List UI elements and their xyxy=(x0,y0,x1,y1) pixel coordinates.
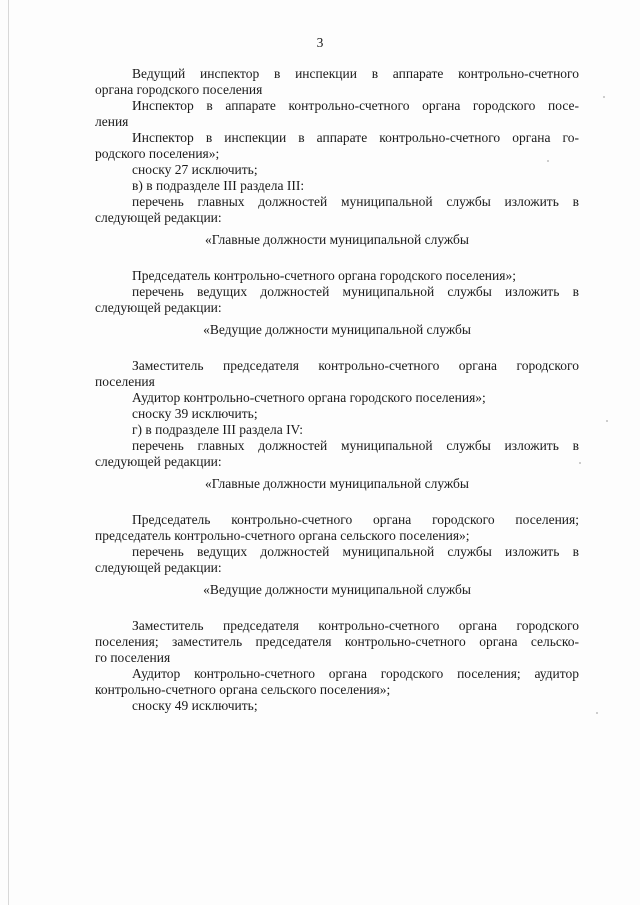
text-line: перечень ведущих должностей муниципальной службы изложить в xyxy=(132,544,579,559)
scan-speck xyxy=(603,96,605,98)
text-line: поселения; заместитель председателя контрольно-счетного органа сельско- xyxy=(95,634,579,649)
text-line: контрольно-счетного органа сельского поселения»; xyxy=(95,682,391,697)
text-line: следующей редакции: xyxy=(95,560,222,575)
text-line: органа городского поселения xyxy=(95,82,263,97)
text-line: Председатель контрольно-счетного органа городского поселения»; xyxy=(132,268,516,283)
text-line: Инспектор в инспекции в аппарате контрольно-счетного органа го- xyxy=(132,130,579,145)
text-line: следующей редакции: xyxy=(95,210,222,225)
text-line: перечень ведущих должностей муниципальной службы изложить в xyxy=(132,284,579,299)
text-line: Ведущий инспектор в инспекции в аппарате контрольно-счетного xyxy=(132,66,579,81)
page-edge-shadow xyxy=(8,0,9,905)
text-line: поселения xyxy=(95,374,155,389)
page-number: 3 xyxy=(316,35,324,50)
text-line: Председатель контрольно-счетного органа городского поселения; xyxy=(132,512,579,527)
text-line: следующей редакции: xyxy=(95,454,222,469)
text-line: сноску 27 исключить; xyxy=(132,162,258,177)
text-line: родского поселения»; xyxy=(95,146,220,161)
text-line: в) в подразделе III раздела III: xyxy=(132,178,305,193)
section-heading: «Ведущие должности муниципальной службы xyxy=(203,322,471,337)
text-line: сноску 49 исключить; xyxy=(132,698,258,713)
text-line: следующей редакции: xyxy=(95,300,222,315)
text-line: перечень главных должностей муниципальной службы изложить в xyxy=(132,438,579,453)
scan-speck xyxy=(596,712,598,714)
text-line: Аудитор контрольно-счетного органа городского поселения; аудитор xyxy=(132,666,579,681)
scan-speck xyxy=(547,160,549,162)
text-line: Заместитель председателя контрольно-счетного органа городского xyxy=(132,618,579,633)
scan-speck xyxy=(579,462,581,464)
text-line: го поселения xyxy=(95,650,171,665)
text-line: ления xyxy=(95,114,129,129)
text-line: Заместитель председателя контрольно-счетного органа городского xyxy=(132,358,579,373)
text-line: сноску 39 исключить; xyxy=(132,406,258,421)
section-heading: «Главные должности муниципальной службы xyxy=(205,232,469,247)
section-heading: «Ведущие должности муниципальной службы xyxy=(203,582,471,597)
text-line: перечень главных должностей муниципальной службы изложить в xyxy=(132,194,579,209)
text-line: Аудитор контрольно-счетного органа городского поселения»; xyxy=(132,390,486,405)
text-line: Инспектор в аппарате контрольно-счетного органа городского посе- xyxy=(132,98,579,113)
text-line: г) в подразделе III раздела IV: xyxy=(132,422,304,437)
section-heading: «Главные должности муниципальной службы xyxy=(205,476,469,491)
text-line: председатель контрольно-счетного органа сельского поселения»; xyxy=(95,528,470,543)
scan-speck xyxy=(606,420,608,422)
